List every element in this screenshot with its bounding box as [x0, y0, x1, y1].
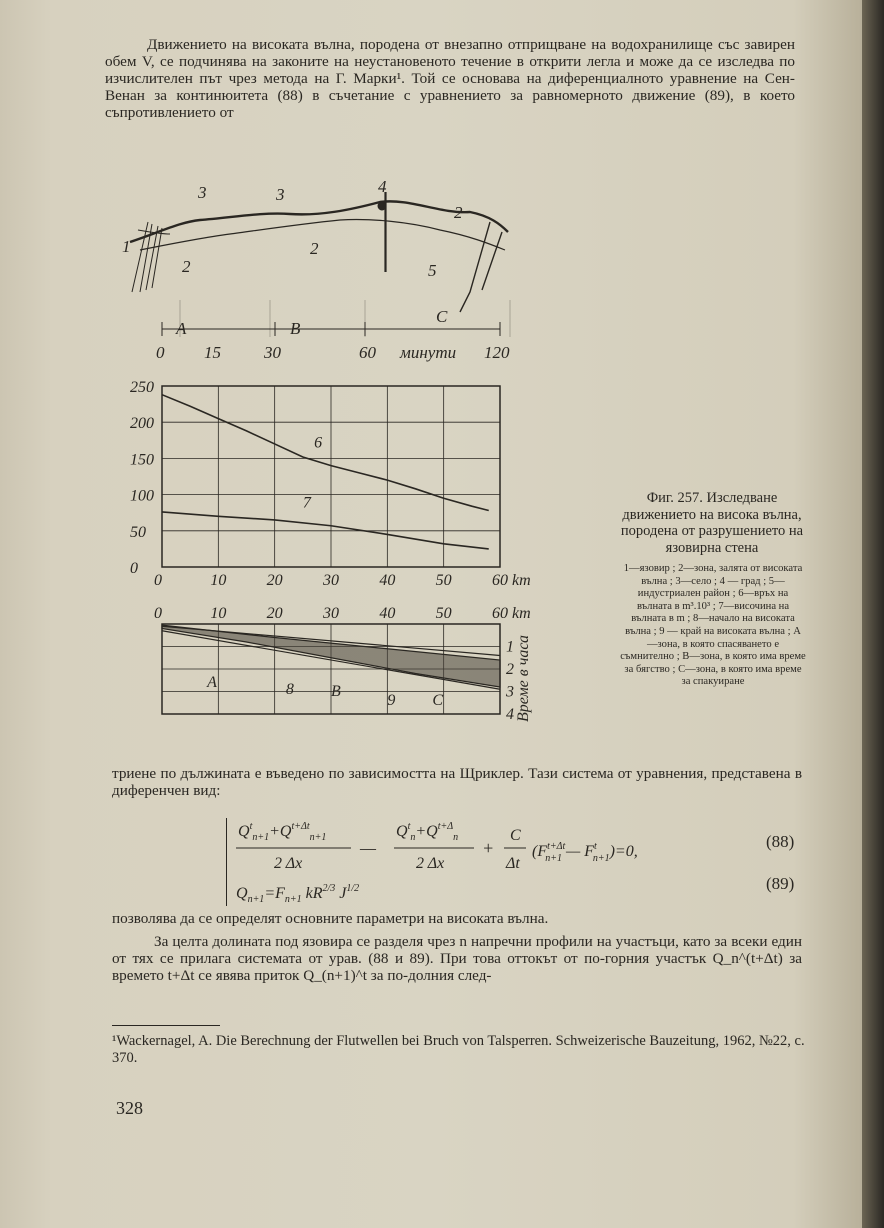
- map-label-4: 4: [378, 177, 387, 196]
- map-label-5: 5: [428, 261, 437, 280]
- time-region-label: C: [432, 692, 444, 709]
- time-region-label: B: [331, 683, 341, 700]
- time-x-tick: 40: [379, 605, 396, 622]
- profile-series-label: 7: [302, 494, 311, 512]
- profile-x-tick: 60 km: [492, 572, 531, 589]
- time-x-tick: 30: [323, 605, 339, 622]
- time-region-label: A: [207, 674, 217, 691]
- map-label-2a: 2: [182, 257, 191, 276]
- profile-series-6: [162, 395, 489, 511]
- eq88-denominator-2: 2 Δx: [416, 855, 445, 872]
- map-tick-label: 60: [359, 343, 376, 362]
- map-axis-unit: минути: [400, 343, 457, 362]
- profile-y-tick: 50: [130, 523, 146, 541]
- figure-257: [110, 172, 610, 752]
- profile-y-tick: 150: [130, 451, 154, 469]
- time-y-tick: 1: [506, 638, 514, 656]
- zone-a-label: A: [176, 319, 187, 338]
- time-x-tick: 60 km: [492, 605, 531, 622]
- profile-y-tick: 100: [130, 487, 154, 505]
- city-marker: [378, 202, 386, 210]
- time-x-tick: 0: [154, 605, 162, 622]
- eq88-paren: ($F^{t+\Delta t}$ n+1 — $F^t$ n+1)=0,: [532, 841, 638, 864]
- time-x-tick: 20: [266, 605, 283, 622]
- figure-legend: 1—язовир ; 2—зона, залята от високата вълна ; 3—село ; 4 — град ; 5—индустриален район ; 6—връх на вълната в m³.10³ ; 7—височина на вълната в m ; 8—начало на високата вълна ; 9 — край на високата вълна ; A—зона, в която спасяването е съмнително ; B—зона, в която има време за бягство ; C—зона, в която има време за спакуиране: [620, 563, 806, 688]
- paragraph-intro: Движението на високата вълна, породена от внезапно отприщване на водохранилище със завирен обем V, се подчинява на законите на неустановеното течение в открити легла и може да се изследва по изчислителен път чрез метода на Г. Марки¹. Той се основава на диференциалното уравнение на Сен-Венан за континюитета (88) в съчетание с уравнението за равномерното движение (89), в което съпротивлението от: [105, 36, 795, 121]
- paragraph-method: За целта долината под язовира се разделя чрез n напречни профили на участъци, като за всеки един от тях се прилага системата от урав. (88 и 89). При това оттокът от по-горния участък Q_n^(t+Δt) за времето t+Δt се явява приток Q_(n+1)^t за по-долния след-: [112, 933, 802, 984]
- zone-c-label: C: [436, 307, 448, 326]
- zone-b-label: B: [290, 319, 301, 338]
- paragraph-friction: триене по дължината е въведено по зависимостта на Щриклер. Тази система от уравнения, представена в диференчен вид:: [112, 765, 802, 799]
- map-tick-label: 0: [156, 343, 165, 362]
- eq89-formula: $Q_{n+1}=F_{n+1}$ $kR^{2/3}$ $J^{1/2}$: [236, 883, 360, 905]
- eq89-number: (89): [766, 874, 795, 893]
- map-tick-label: 15: [204, 343, 221, 362]
- profile-x-tick: 0: [154, 572, 162, 589]
- eq88-denominator-1: 2 Δx: [274, 855, 303, 872]
- profile-x-tick: 30: [323, 572, 339, 589]
- eq88-numerator-3: C: [510, 827, 521, 844]
- time-y-tick: 4: [506, 706, 514, 723]
- eq88-number: (88): [766, 832, 795, 851]
- profile-y-tick: 0: [130, 560, 138, 577]
- equation-system: [226, 814, 816, 910]
- time-y-tick: 2: [506, 661, 514, 678]
- map-label-2b: 2: [310, 239, 319, 258]
- profile-x-tick: 10: [210, 572, 227, 589]
- footnote: ¹Wackernagel, A. Die Berechnung der Flutwellen bei Bruch von Talsperren. Schweizerische Bauzeitung, 1962, №22, с. 370.: [112, 1033, 805, 1066]
- profile-x-tick: 20: [266, 572, 283, 589]
- map-label-3b: 3: [276, 185, 285, 204]
- time-y-axis-label: Време в часа: [515, 634, 532, 722]
- profile-x-tick: 50: [435, 572, 452, 589]
- profile-series-label: 6: [314, 434, 323, 452]
- map-tick-label: 30: [264, 343, 281, 362]
- wave-time-chart: [154, 605, 532, 723]
- map-label-2c: 2: [454, 203, 463, 222]
- wave-profile-chart: [130, 379, 531, 589]
- time-x-tick: 50: [435, 605, 452, 622]
- time-region-label: 9: [387, 692, 396, 709]
- footnote-rule: [112, 1025, 220, 1026]
- eq88-numerator-1: $Q^t_{n+1}+Q^{t+\Delta t}_{n+1}$: [238, 821, 327, 843]
- map-label-3a: 3: [198, 183, 207, 202]
- profile-y-tick: 200: [130, 415, 154, 433]
- time-y-tick: 3: [506, 683, 514, 701]
- book-binding-shadow: [862, 0, 884, 1228]
- svg-text:—: —: [360, 838, 377, 858]
- profile-y-tick: 250: [130, 379, 154, 396]
- eq88-numerator-2: $Q^t_n+Q^{t+\Delta}_n$: [396, 821, 459, 843]
- figure-caption: Фиг. 257. Изследване движението на висока вълна, породена от разрушението на язовирна стена: [620, 490, 804, 556]
- map-tick-label: 120: [484, 343, 510, 362]
- equation-brace: [226, 818, 227, 906]
- eq88-denominator-3: Δt: [506, 855, 520, 872]
- page-number: 328: [116, 1098, 143, 1118]
- profile-x-tick: 40: [379, 572, 396, 589]
- paragraph-parameters: позволява да се определят основните параметри на високата вълна.: [112, 910, 549, 927]
- svg-text:+: +: [482, 838, 495, 858]
- eq88-rhs: )=0,: [609, 843, 638, 860]
- time-x-tick: 10: [210, 605, 227, 622]
- time-region-label: 8: [285, 680, 294, 698]
- map-label-1: 1: [122, 237, 131, 256]
- equations-svg: [226, 814, 816, 910]
